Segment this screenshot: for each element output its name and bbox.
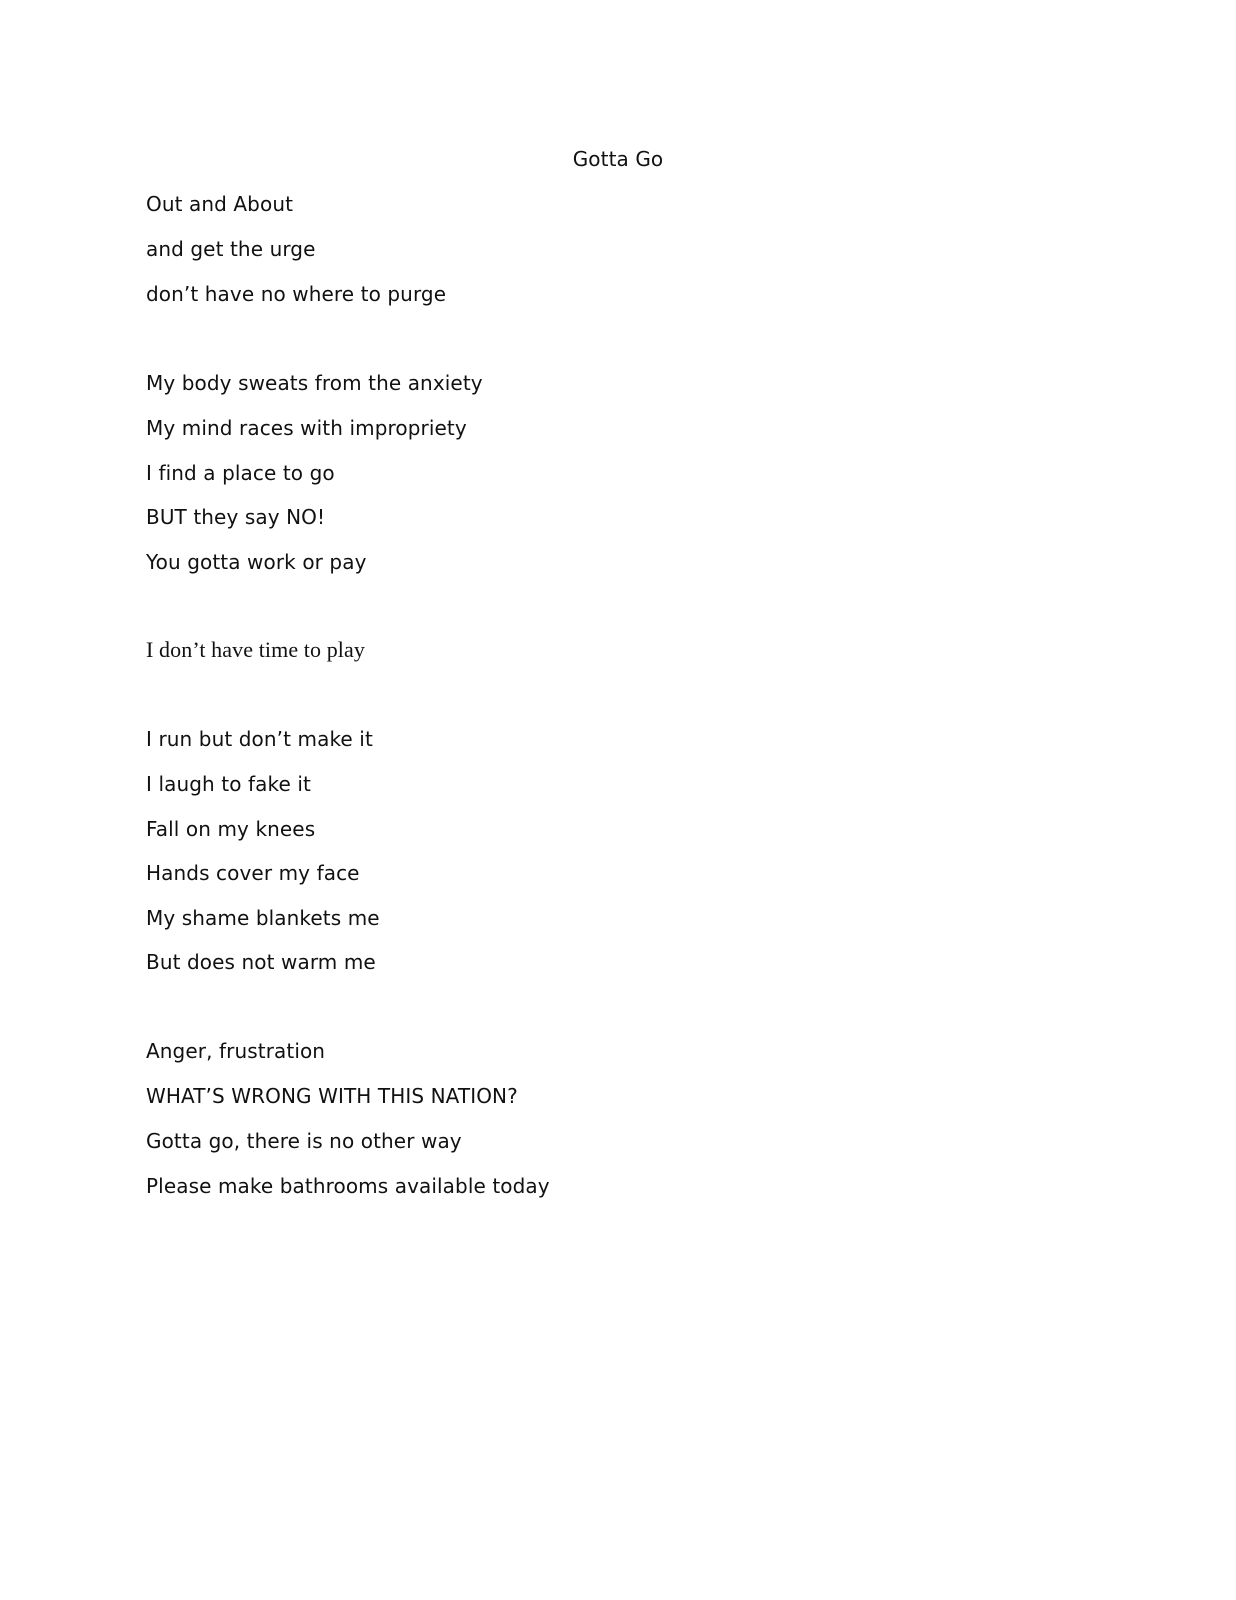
poem-line: Gotta go, there is no other way bbox=[146, 1129, 462, 1153]
poem-line: My shame blankets me bbox=[146, 906, 380, 930]
poem-line: I laugh to fake it bbox=[146, 772, 311, 796]
poem-line: I find a place to go bbox=[146, 461, 335, 485]
poem-line: Out and About bbox=[146, 192, 294, 216]
poem-line: Please make bathrooms available today bbox=[146, 1174, 550, 1198]
poem-line: and get the urge bbox=[146, 237, 316, 261]
poem-line: I don’t have time to play bbox=[146, 637, 365, 662]
poem-line: Hands cover my face bbox=[146, 861, 360, 885]
poem-line: You gotta work or pay bbox=[146, 550, 367, 574]
poem-title: Gotta Go bbox=[572, 147, 664, 171]
poem-line: But does not warm me bbox=[146, 950, 376, 974]
poem-line: My mind races with impropriety bbox=[146, 416, 467, 440]
poem-line: Fall on my knees bbox=[146, 817, 316, 841]
poem-line: I run but don’t make it bbox=[146, 727, 373, 751]
poem-line: don’t have no where to purge bbox=[146, 282, 447, 306]
poem-line: My body sweats from the anxiety bbox=[146, 371, 483, 395]
poem-line: Anger, frustration bbox=[146, 1039, 326, 1063]
poem-line: WHAT’S WRONG WITH THIS NATION? bbox=[146, 1084, 518, 1108]
poem-line: BUT they say NO! bbox=[146, 505, 326, 529]
